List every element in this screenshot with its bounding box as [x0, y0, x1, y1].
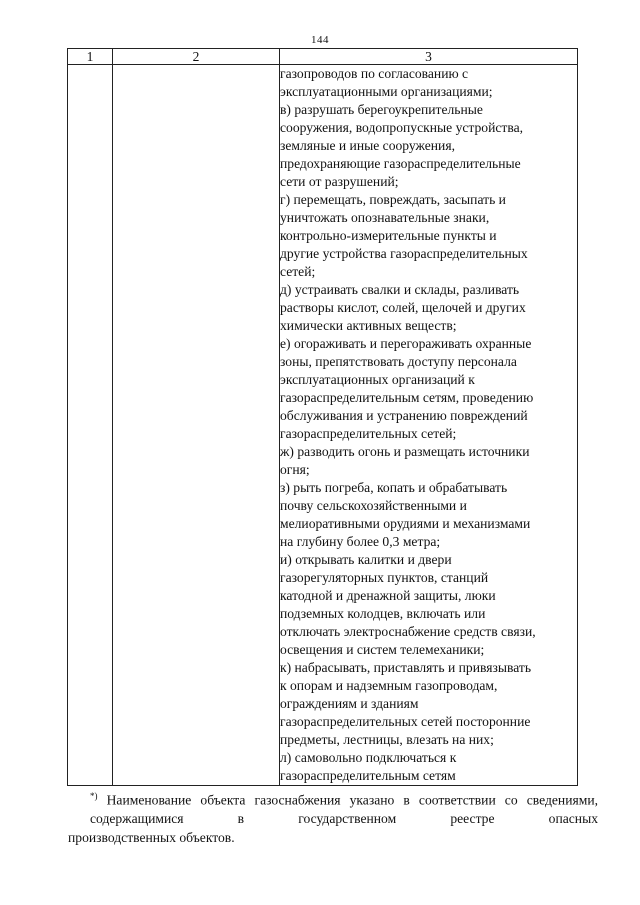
text-line: сети от разрушений; [280, 174, 399, 189]
text-line: катодной и дренажной защиты, люки [280, 588, 496, 603]
text-line: отключать электроснабжение средств связи, [280, 624, 536, 639]
text-line: в) разрушать берегоукрепительные [280, 102, 483, 117]
text-line: газораспределительных сетей; [280, 426, 457, 441]
text-line: подземных колодцев, включать или [280, 606, 486, 621]
text-line: г) перемещать, повреждать, засыпать и [280, 192, 506, 207]
table-row [68, 65, 578, 786]
footnote-first-line [90, 787, 598, 829]
text-line: з) рыть погреба, копать и обрабатывать [280, 480, 508, 495]
text-line: уничтожать опознавательные знаки, [280, 210, 490, 225]
text-line: на глубину более 0,3 метра; [280, 534, 441, 549]
column-3-cell [280, 65, 578, 786]
column-header-2: 2 [113, 49, 280, 65]
text-line: мелиоративными орудиями и механизмами [280, 516, 531, 531]
text-line: растворы кислот, солей, щелочей и других [280, 300, 526, 315]
text-line: химически активных веществ; [280, 318, 457, 333]
footnote-text: Наименование объекта газоснабжения указано в соответствии со сведениями, содержащимися в государственном реестре опасных [90, 792, 598, 827]
text-line: сооружения, водопропускные устройства, [280, 120, 524, 135]
footnote [68, 787, 598, 847]
text-line: е) огораживать и перегораживать охранные [280, 336, 532, 351]
text-line: освещения и систем телемеханики; [280, 642, 485, 657]
text-line: сетей; [280, 264, 316, 279]
text-line: обслуживания и устранению повреждений [280, 408, 528, 423]
text-line: земляные и иные сооружения, [280, 138, 455, 153]
column-1-cell [68, 65, 113, 786]
column-header-3: 3 [280, 49, 578, 65]
text-line: д) устраивать свалки и склады, разливать [280, 282, 520, 297]
text-line: газораспределительным сетям [280, 768, 456, 783]
text-line: газорегуляторных пунктов, станций [280, 570, 489, 585]
text-line: к) набрасывать, приставлять и привязывать [280, 660, 532, 675]
text-line: л) самовольно подключаться к [280, 750, 457, 765]
text-line: газораспределительным сетям, проведению [280, 390, 534, 405]
text-line: эксплуатационными организациями; [280, 84, 493, 99]
text-line: предметы, лестницы, влезать на них; [280, 732, 494, 747]
text-line: и) открывать калитки и двери [280, 552, 452, 567]
column-2-cell [113, 65, 280, 786]
table-header-row [68, 49, 578, 65]
text-line: огня; [280, 462, 310, 477]
footnote-marker: *) [90, 791, 98, 801]
text-line: эксплуатационных организаций к [280, 372, 475, 387]
text-line: другие устройства газораспределительных [280, 246, 528, 261]
text-line: зоны, препятствовать доступу персонала [280, 354, 517, 369]
text-line: предохраняющие газораспределительные [280, 156, 521, 171]
footnote-last-line: производственных объектов. [68, 829, 235, 845]
text-line: газопроводов по согласованию с [280, 66, 469, 81]
text-line: почву сельскохозяйственными и [280, 498, 467, 513]
text-line: ж) разводить огонь и размещать источники [280, 444, 530, 459]
text-line: ограждениям и зданиям [280, 696, 419, 711]
text-line: газораспределительных сетей посторонние [280, 714, 531, 729]
column-header-1: 1 [68, 49, 113, 65]
requirements-table [67, 48, 578, 786]
text-line: контрольно-измерительные пункты и [280, 228, 497, 243]
text-line: к опорам и надземным газопроводам, [280, 678, 498, 693]
page-number: 144 [311, 34, 329, 46]
